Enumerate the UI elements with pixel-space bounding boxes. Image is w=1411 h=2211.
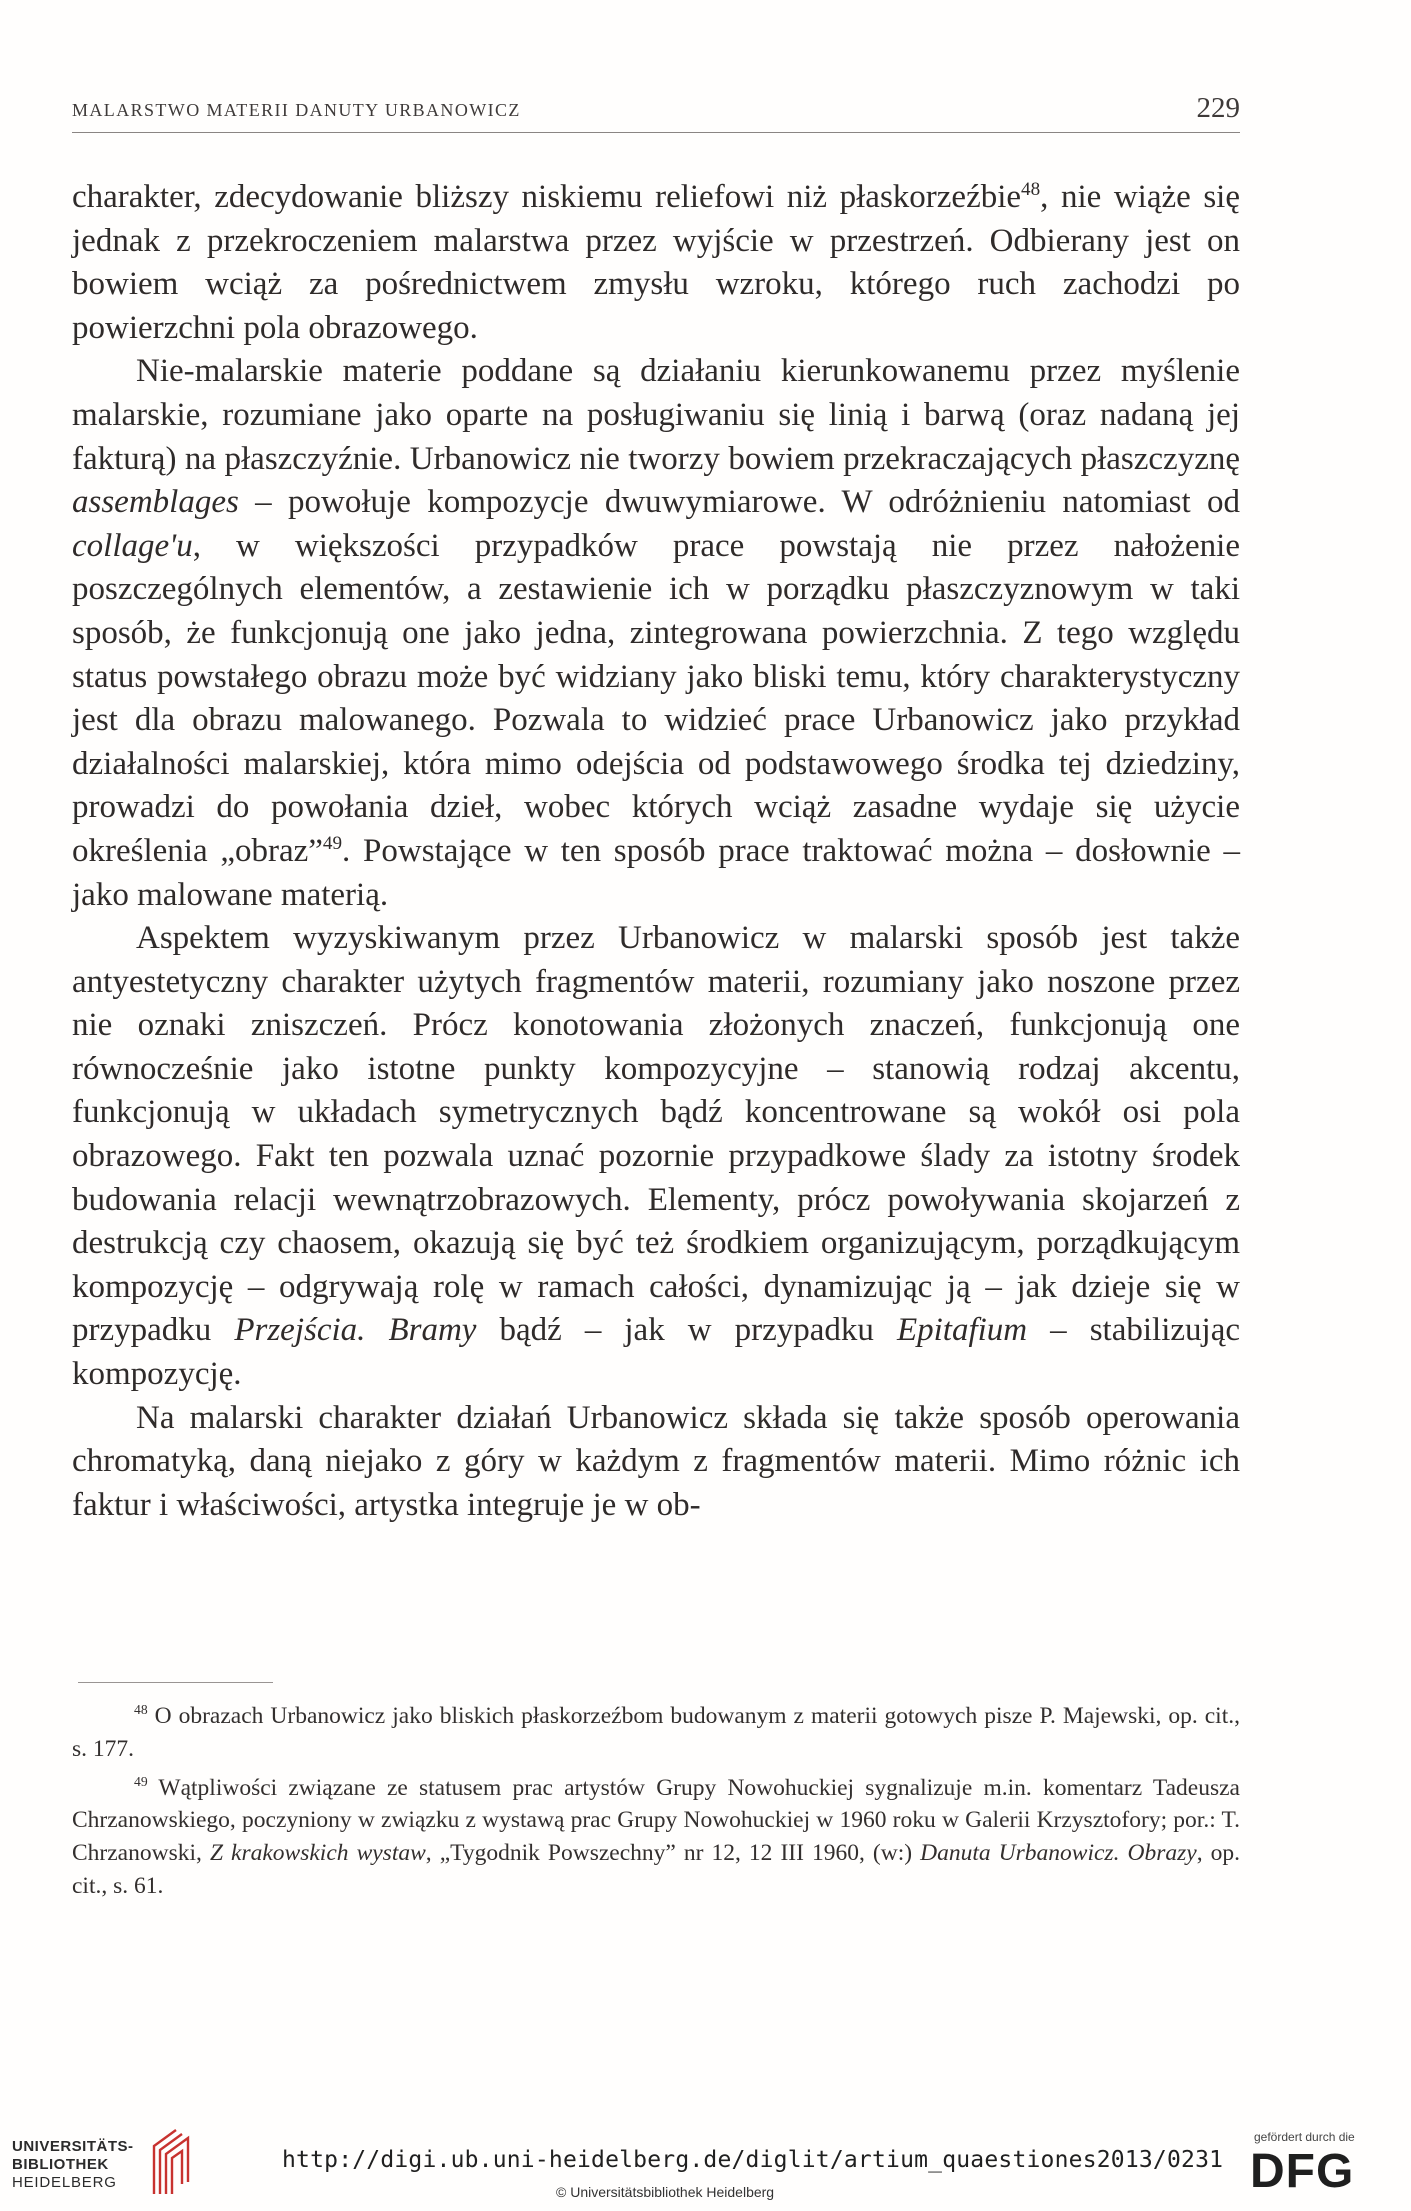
funder-label: gefördert durch die	[1254, 2130, 1355, 2144]
footnote-48-text: O obrazach Urbanowicz jako bliskich płaskorzeźbom budowanym z materii gotowych pisze P. Majewski, op. cit., s. 177.	[72, 1703, 1240, 1762]
footnote-48	[72, 1700, 1240, 1766]
footnote-49-text-b: , „Tygodnik Powszechny” nr 12, 12 III 1960, (w:)	[425, 1840, 921, 1867]
footnote-49-text-a: Wątpliwości związane ze statusem prac artystów Grupy Nowohuckiej sygnalizuje m.in. komentarz Tadeusza Chrzanowskiego, poczyniony w związku z wystawą prac Grupy Nowohuckiej w 1960 roku w Galerii Krzysztofory; por.: T. Chrzanowski,	[72, 1774, 1240, 1867]
library-logo[interactable]	[12, 2138, 192, 2202]
work-title-epitafium: Epitafium	[896, 1312, 1028, 1349]
footnote-49-title-1: Z krakowskich wystaw	[209, 1840, 426, 1867]
paragraph-3-text-c: – stabilizując kompozycję.	[72, 1312, 1240, 1393]
body-text	[72, 176, 1240, 1527]
running-title: MALARSTWO MATERII DANUTY URBANOWICZ	[72, 100, 521, 120]
footnote-48-number: 48	[134, 1702, 148, 1718]
dfg-logo[interactable]	[1250, 2130, 1390, 2208]
footnote-49-title-2: Danuta Urbanowicz. Obrazy	[920, 1840, 1197, 1867]
paragraph-4: Na malarski charakter działań Urbanowicz składa się także sposób operowania chromatyką, daną niejako z góry w każdym z fragmentów materii. Mimo różnic ich faktur i właściwości, artystka integruje je w ob-	[72, 1399, 1240, 1523]
paragraph-1	[72, 176, 1240, 350]
digitization-footer	[0, 2104, 1411, 2211]
footnote-divider	[78, 1682, 273, 1683]
library-name-line-1: UNIVERSITÄTS-	[12, 2138, 134, 2155]
work-title-przejscia-bramy: Przejścia. Bramy	[234, 1312, 477, 1349]
footnote-ref-48[interactable]: 48	[1021, 179, 1041, 200]
term-collage: collage'u	[72, 527, 193, 564]
paragraph-2-text-b: – powołuje kompozycje dwuwymiarowe. W odróżnieniu natomiast od	[238, 484, 1240, 521]
paragraph-1-text-a: charakter, zdecydowanie bliższy niskiemu reliefowi niż płaskorzeźbie	[72, 179, 1022, 215]
footnote-49-number: 49	[134, 1773, 148, 1789]
term-assemblages: assemblages	[72, 484, 239, 521]
copyright-notice: © Universitätsbibliothek Heidelberg	[556, 2184, 775, 2200]
paragraph-3-text-b: bądź – jak w przypadku	[476, 1312, 897, 1349]
paragraph-2	[72, 350, 1240, 917]
library-emblem-icon	[146, 2124, 192, 2196]
paragraph-2-text-c: , w większości przypadków prace powstają nie przez nałożenie poszczególnych elementów, a zestawienie ich w porządku płaszczyznowym w taki sposób, że funkcjonują one jako jedna, zintegrowana powierzchnia. Z tego względu status powstałego obrazu może być widziany jako bliski temu, który charakterystyczny jest dla obrazu malowanego. Pozwala to widzieć prace Urbanowicz jako przykład działalności malarskiej, która mimo odejścia od podstawowego środka tej dziedziny, prowadzi do powołania dzieł, wobec których wciąż zasadne wydaje się użycie określenia „obraz”	[72, 527, 1240, 869]
library-name-line-3: HEIDELBERG	[12, 2174, 117, 2191]
funder-name: DFG	[1250, 2145, 1355, 2198]
paragraph-3	[72, 917, 1240, 1397]
paragraph-1-text-b: , nie wiąże się jednak z przekroczeniem malarstwa przez wyjście w przestrzeń. Odbierany jest on bowiem wciąż za pośrednictwem zmysłu wzroku, którego ruch zachodzi po powierzchni pola obrazowego.	[72, 179, 1240, 346]
library-name	[12, 2138, 134, 2192]
paragraph-3-text-a: Aspektem wyzyskiwanym przez Urbanowicz w malarski sposób jest także antyestetyczny charakter użytych fragmentów materii, rozumiany jako noszone przez nie oznaki zniszczeń. Prócz konotowania złożonych znaczeń, funkcjonują one równocześnie jako istotne punkty kompozycyjne – stanowią rodzaj akcentu, funkcjonują w układach symetrycznych bądź koncentrowane są wokół osi pola obrazowego. Fakt ten pozwala uznać pozornie przypadkowe ślady za istotny środek budowania relacji wewnątrzobrazowych. Elementy, prócz powoływania skojarzeń z destrukcją czy chaosem, okazują się być też środkiem organizującym, porządkującym kompozycję – odgrywają rolę w ramach całości, dynamizując ją – jak dzieje się w przypadku	[72, 920, 1240, 1349]
footnote-49	[72, 1772, 1240, 1903]
footnote-ref-49[interactable]: 49	[322, 832, 343, 854]
paragraph-2-text-d: . Powstające w ten sposób prace traktować można – dosłownie – jako malowane materią.	[72, 832, 1241, 913]
running-header	[72, 92, 1240, 133]
page-number: 229	[1196, 92, 1240, 124]
library-name-line-2: BIBLIOTHEK	[12, 2156, 109, 2173]
footnote-49-text-c: , op. cit., s. 61.	[72, 1840, 1240, 1899]
footnotes	[72, 1700, 1240, 1909]
paragraph-2-text-a: Nie-malarskie materie poddane są działaniu kierunkowanemu przez myślenie malarskie, rozumiane jako oparte na posługiwaniu się linią i barwą (oraz nadaną jej fakturą) na płaszczyźnie. Urbanowicz nie tworzy bowiem przekraczających płaszczyznę	[72, 353, 1240, 477]
source-url-link[interactable]: http://digi.ub.uni-heidelberg.de/diglit/artium_quaestiones2013/0231	[282, 2147, 1224, 2173]
